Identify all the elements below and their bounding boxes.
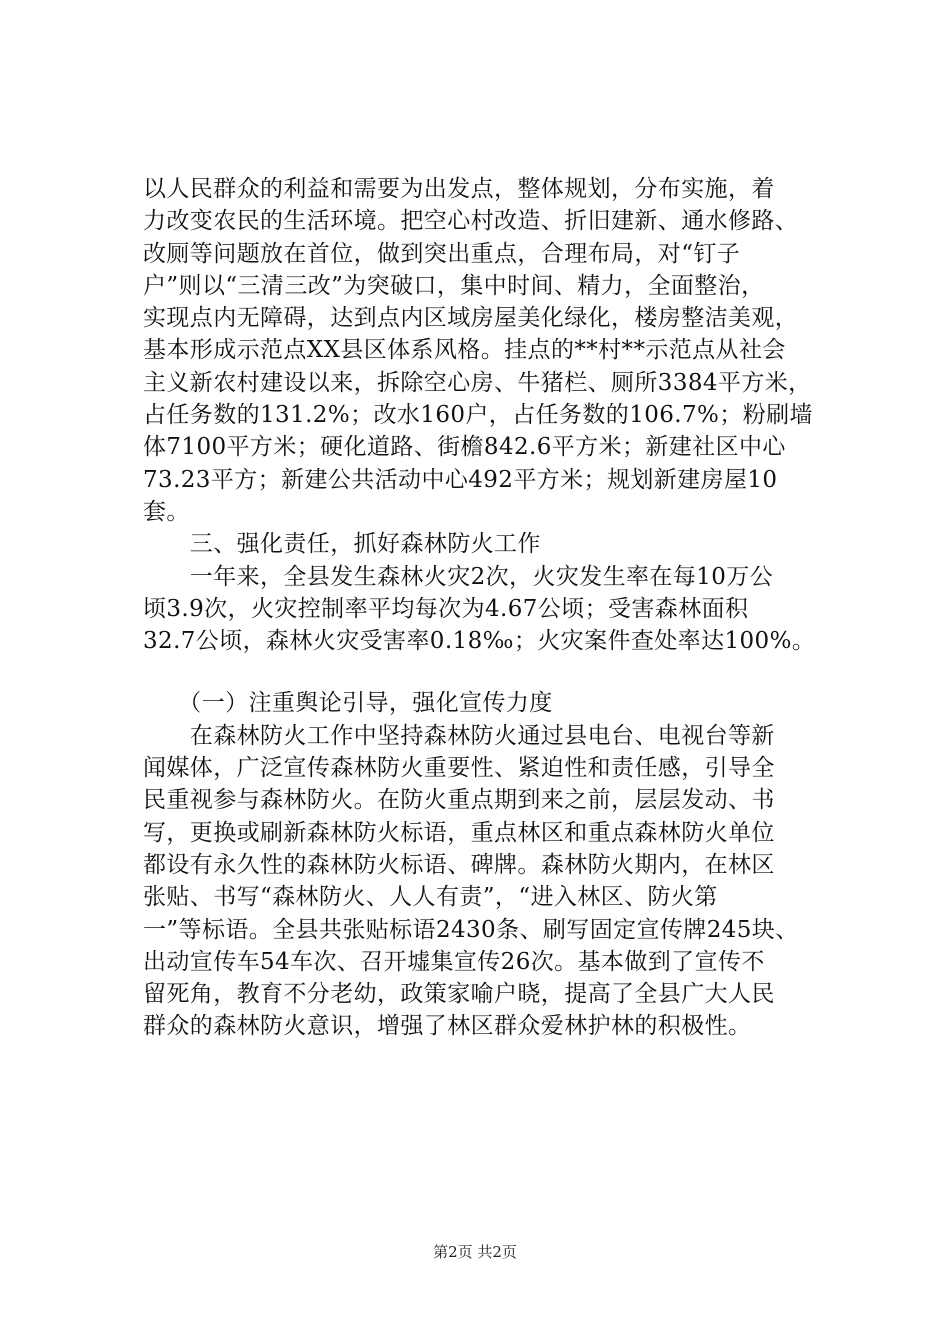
document-section-1 <box>143 173 823 657</box>
text-line: 出动宣传车54车次、召开墟集宣传26次。基本做到了宣传不 <box>143 948 765 975</box>
text-line: 基本形成示范点XX县区体系风格。挂点的**村**示范点从社会 <box>143 337 786 364</box>
text-line: 在森林防火工作中坚持森林防火通过县电台、电视台等新 <box>143 722 775 749</box>
text-line: （一）注重舆论引导，强化宣传力度 <box>143 690 553 717</box>
document-body <box>143 173 823 1043</box>
text-line: 留死角，教育不分老幼，政策家喻户晓，提高了全县广大人民 <box>143 981 775 1008</box>
text-line: 张贴、书写“森林防火、人人有责”，“进入林区、防火第 <box>143 884 718 911</box>
paragraph-gap <box>143 657 823 687</box>
text-line: 以人民群众的利益和需要为出发点，整体规划，分布实施，着 <box>143 176 775 202</box>
text-line: 32.7公顷，森林火灾受害率0.18‰；火灾案件查处率达100%。 <box>143 628 816 655</box>
text-line: 三、强化责任，抓好森林防火工作 <box>143 531 541 558</box>
text-line: 体7100平方米；硬化道路、街檐842.6平方米；新建社区中心 <box>143 434 786 461</box>
text-line: 一”等标语。全县共张贴标语2430条、刷写固定宣传牌245块、 <box>143 916 799 943</box>
page-footer: 第2页 共2页 <box>433 1243 517 1261</box>
text-line: 顷3.9次，火灾控制率平均每次为4.67公顷；受害森林面积 <box>143 595 749 622</box>
text-line: 套。 <box>143 498 190 525</box>
text-line: 写，更换或刷新森林防火标语，重点林区和重点森林防火单位 <box>143 819 775 846</box>
text-line: 一年来，全县发生森林火灾2次，火灾发生率在每10万公 <box>143 563 774 590</box>
text-line: 群众的森林防火意识，增强了林区群众爱林护林的积极性。 <box>143 1013 752 1040</box>
text-line: 都设有永久性的森林防火标语、碑牌。森林防火期内，在林区 <box>143 851 775 878</box>
text-line: 改厕等问题放在首位，做到突出重点，合理布局，对“钉子 <box>143 240 741 267</box>
text-line: 实现点内无障碍，达到点内区域房屋美化绿化，楼房整洁美观， <box>143 305 799 332</box>
text-line: 主义新农村建设以来，拆除空心房、牛猪栏、厕所3384平方米， <box>143 369 812 396</box>
text-line: 闻媒体，广泛宣传森林防火重要性、紧迫性和责任感，引导全 <box>143 755 775 782</box>
text-line: 占任务数的131.2%；改水160户，占任务数的106.7%；粉刷墙 <box>143 402 813 429</box>
text-line: 力改变农民的生活环境。把空心村改造、折旧建新、通水修路、 <box>143 208 799 235</box>
document-section-2 <box>143 687 823 1042</box>
text-line: 户”则以“三清三改”为突破口，集中时间、精力，全面整治， <box>143 272 765 299</box>
text-line: 73.23平方；新建公共活动中心492平方米；规划新建房屋10 <box>143 466 778 493</box>
text-line: 民重视参与森林防火。在防火重点期到来之前，层层发动、书 <box>143 787 775 814</box>
